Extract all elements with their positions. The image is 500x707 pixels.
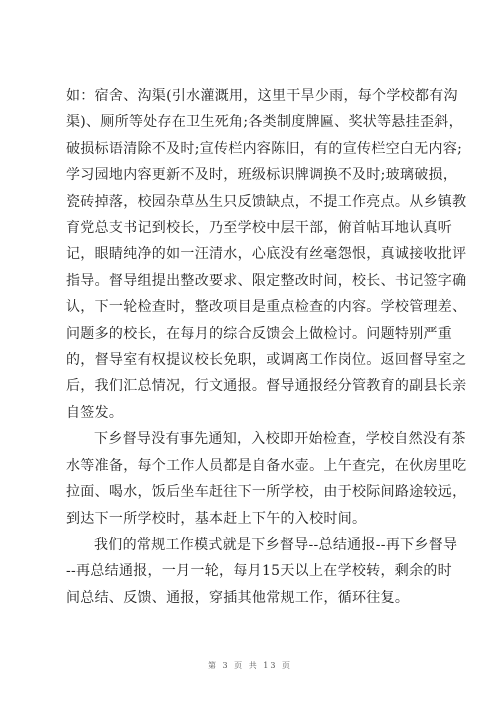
text-line: 记，眼睛纯净的如一汪清水，心底没有丝毫怨恨，真诚接收批评 <box>66 246 467 263</box>
document-body <box>66 83 467 611</box>
paragraph-3 <box>66 532 458 611</box>
text-line: --再总结通报，一月一轮，每月15天以上在学校转，剩余的时 <box>66 563 452 580</box>
text-line: 指导。督导组提出整改要求、限定整改时间，校长、书记签字确 <box>66 272 467 289</box>
text-line: 拉面、喝水，饭后坐车赶往下一所学校，由于校际间路途较远， <box>66 484 467 501</box>
text-line: 问题多的校长，在每月的综合反馈会上做检讨。问题特别严重 <box>66 325 453 342</box>
text-line: 渠)、厕所等处存在卫生死角;各类制度牌匾、奖状等悬挂歪斜， <box>66 114 463 131</box>
text-line: 下乡督导没有事先通知，入校即开始检查，学校自然没有茶 <box>94 431 466 448</box>
text-line: 如：宿舍、沟渠(引水灌溉用，这里干旱少雨，每个学校都有沟 <box>66 88 458 104</box>
text-line: 水等准备，每个工作人员都是自备水壶。上午查完，在伙房里吃 <box>66 457 467 474</box>
text-line: 破损标语清除不及时;宣传栏内容陈旧，有的宣传栏空白无内容; <box>66 140 463 157</box>
text-line: 学习园地内容更新不及时，班级标识牌调换不及时;玻璃破损， <box>66 167 458 184</box>
text-line: 的，督导室有权提议校长免职，或调离工作岗位。返回督导室之 <box>66 352 467 369</box>
text-line: 育党总支书记到校长，乃至学校中层干部，俯首帖耳地认真听 <box>66 220 453 237</box>
text-line: 我们的常规工作模式就是下乡督导--总结通报--再下乡督导 <box>94 536 458 553</box>
text-line: 后，我们汇总情况，行文通报。督导通报经分管教育的副县长亲 <box>66 378 467 395</box>
paragraph-2 <box>66 426 467 532</box>
text-line: 间总结、反馈、通报，穿插其他常规工作，循环往复。 <box>66 589 410 606</box>
text-line: 自签发。 <box>66 404 124 421</box>
text-line: 认，下一轮检查时，整改项目是重点检查的内容。学校管理差、 <box>66 299 467 316</box>
page-number-footer: 第 3 页 共 13 页 <box>208 661 292 670</box>
text-line: 瓷砖掉落，校园杂草丛生只反馈缺点，不提工作亮点。从乡镇教 <box>66 193 467 210</box>
text-line: 到达下一所学校时，基本赶上下午的入校时间。 <box>66 510 367 527</box>
paragraph-1 <box>66 83 467 426</box>
